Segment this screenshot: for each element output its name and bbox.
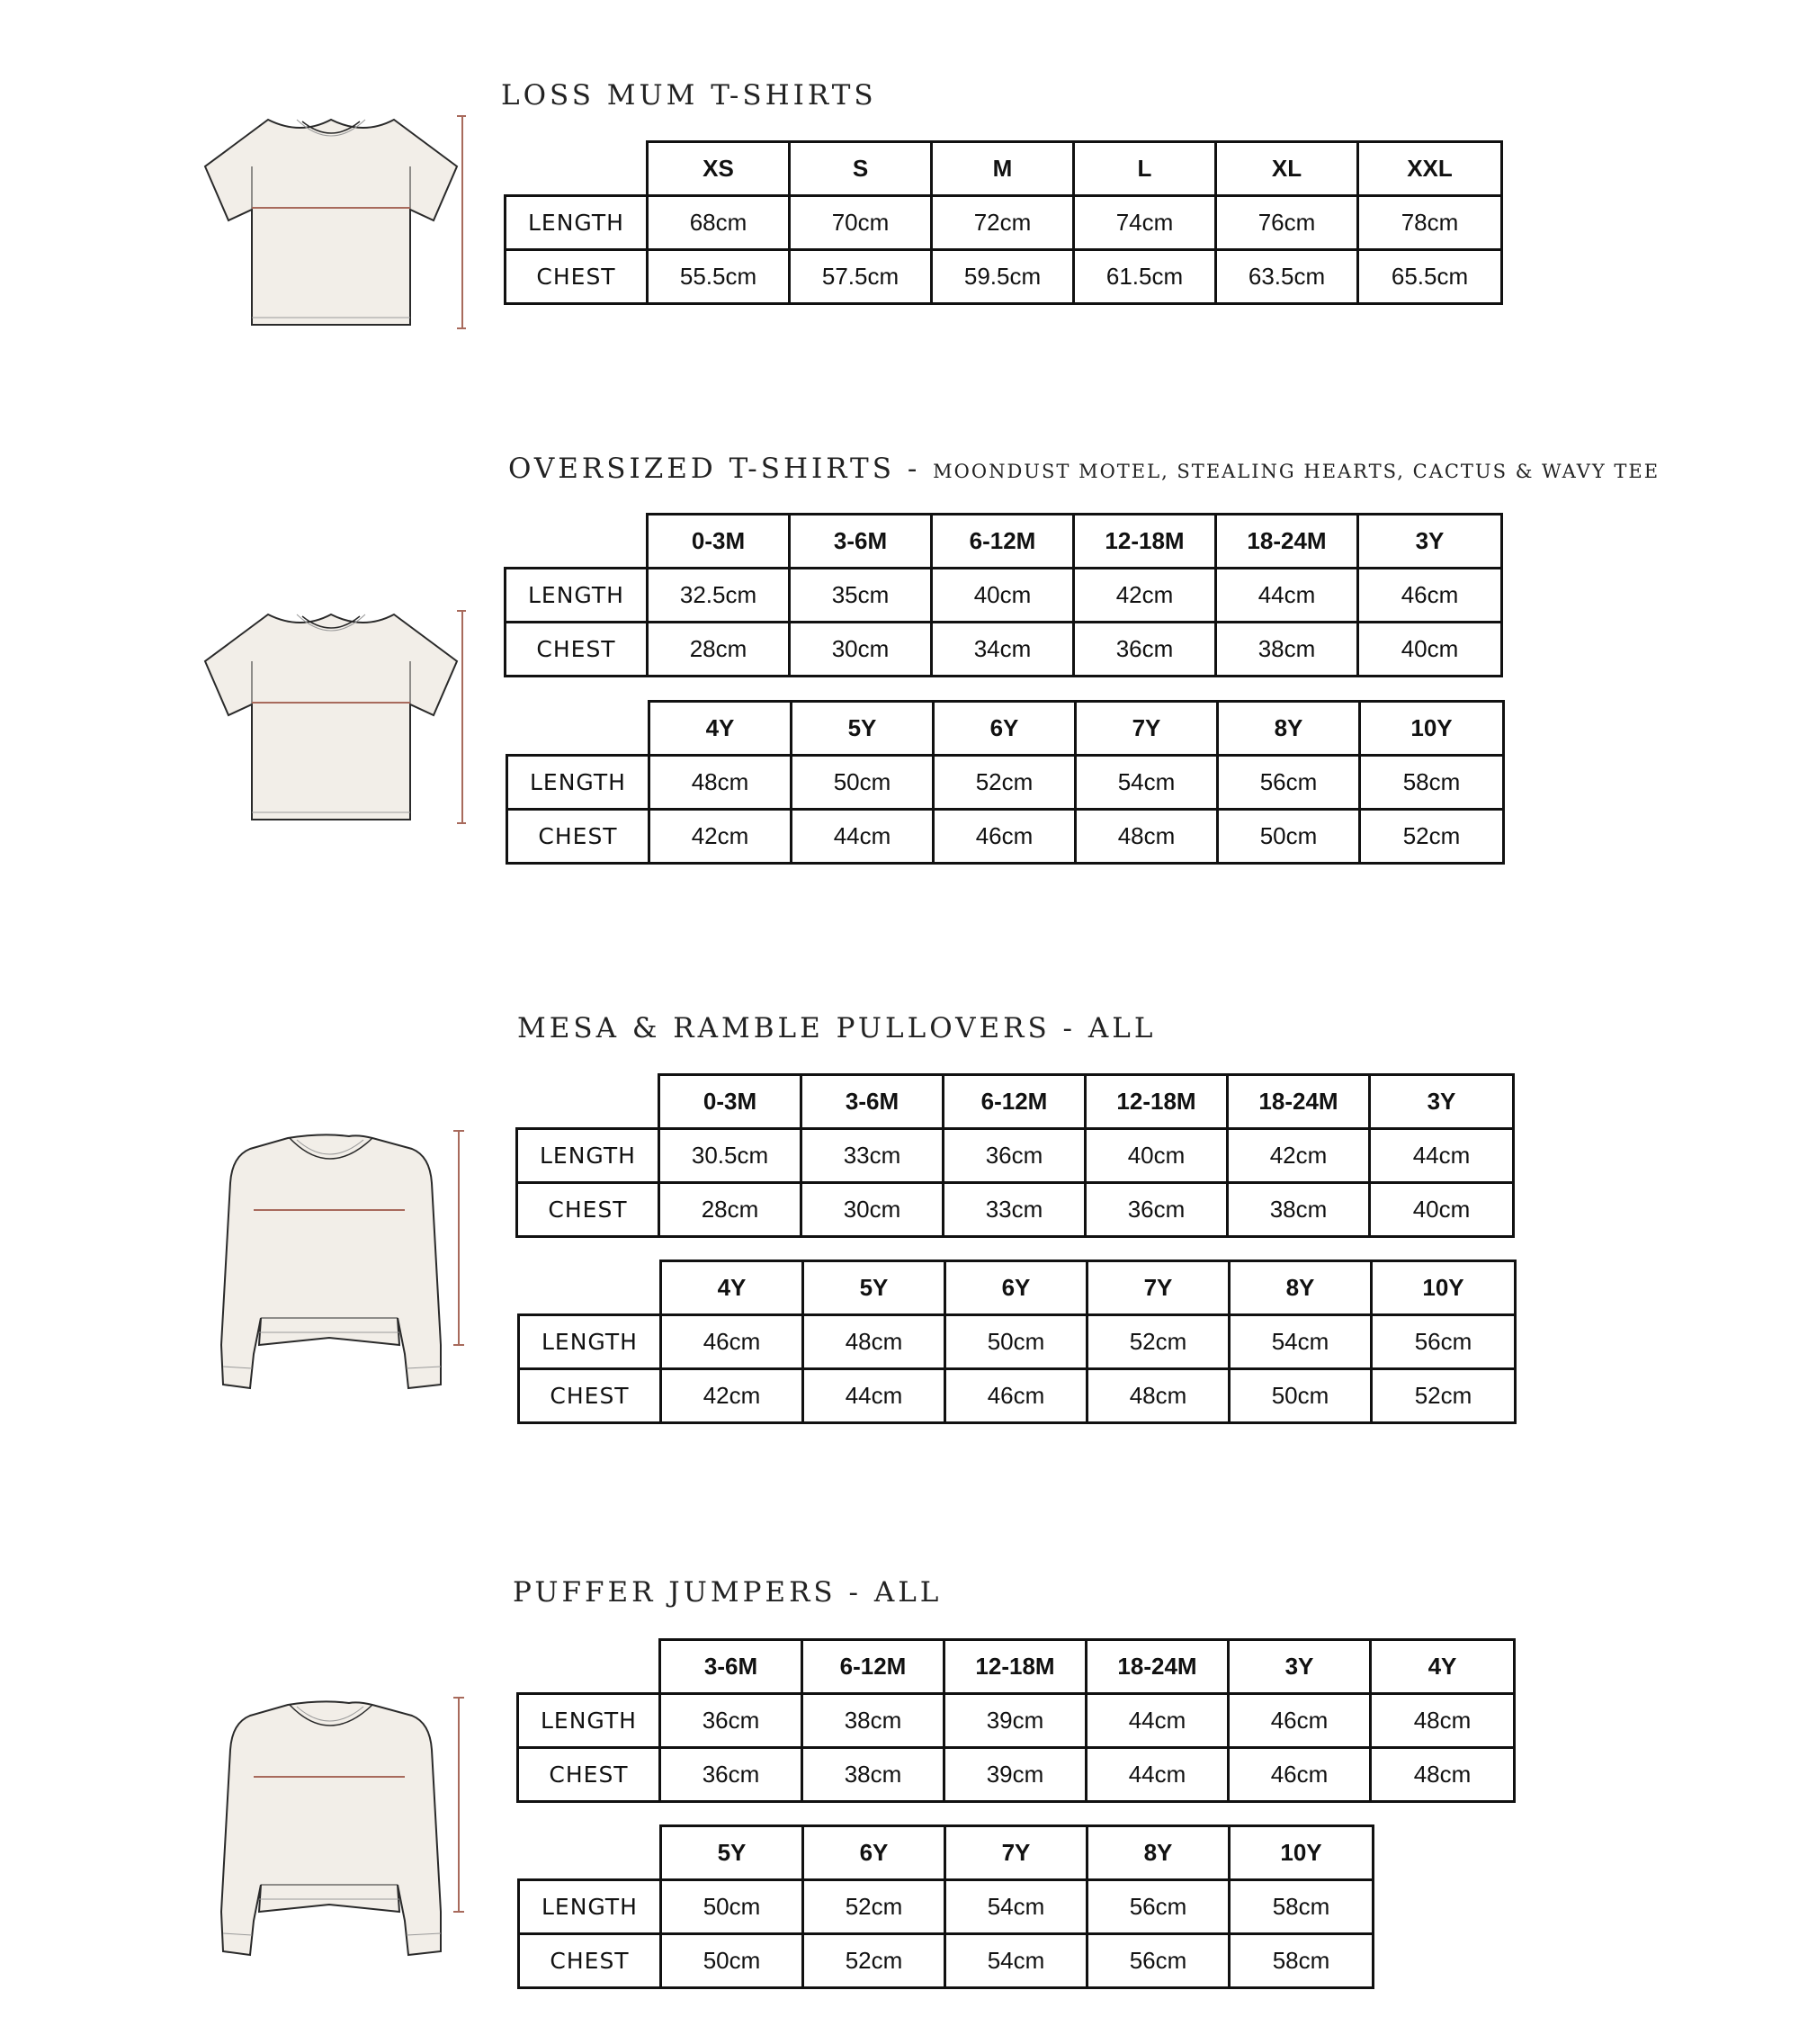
size-header: 6-12M	[802, 1640, 944, 1694]
size-header: 5Y	[661, 1826, 803, 1880]
tshirt-icon	[196, 112, 466, 333]
table-cell: 28cm	[659, 1183, 801, 1237]
size-header: XL	[1216, 142, 1358, 196]
table-cell: 56cm	[1372, 1315, 1516, 1369]
size-header-row	[519, 1826, 1374, 1880]
table-row	[507, 810, 1504, 864]
table-cell: 48cm	[1371, 1694, 1515, 1748]
size-header: 5Y	[792, 702, 934, 756]
row-label: LENGTH	[519, 1880, 661, 1934]
table-cell: 42cm	[1228, 1129, 1370, 1183]
row-label: LENGTH	[517, 1129, 659, 1183]
table-row	[519, 1369, 1516, 1423]
size-header: XXL	[1358, 142, 1502, 196]
size-header: S	[790, 142, 932, 196]
table-cell: 58cm	[1360, 756, 1504, 810]
section-title-text: OVERSIZED T-SHIRTS -	[508, 453, 921, 485]
table-row	[506, 623, 1502, 677]
size-header: 6Y	[934, 702, 1076, 756]
blank-cell	[518, 1640, 660, 1694]
section-title-mesa-ramble	[517, 1012, 1156, 1044]
table-cell: 50cm	[1230, 1369, 1372, 1423]
table-cell: 52cm	[1372, 1369, 1516, 1423]
table-cell: 30cm	[790, 623, 932, 677]
size-header: 6Y	[803, 1826, 945, 1880]
table-cell: 40cm	[1086, 1129, 1228, 1183]
size-header: 4Y	[661, 1261, 803, 1315]
size-header: 8Y	[1087, 1826, 1230, 1880]
section-title-loss-mum	[501, 79, 877, 112]
table-cell: 50cm	[1218, 810, 1360, 864]
row-label: CHEST	[519, 1369, 661, 1423]
table-cell: 33cm	[801, 1129, 944, 1183]
table-row	[506, 250, 1502, 304]
table-cell: 28cm	[648, 623, 790, 677]
table-cell: 40cm	[932, 569, 1074, 623]
size-header: 4Y	[649, 702, 792, 756]
size-table-oversized-1	[504, 513, 1503, 677]
row-label: CHEST	[507, 810, 649, 864]
section-title-puffer	[513, 1576, 942, 1609]
table-cell: 50cm	[792, 756, 934, 810]
table-cell: 54cm	[1230, 1315, 1372, 1369]
table-cell: 50cm	[945, 1315, 1087, 1369]
table-cell: 30.5cm	[659, 1129, 801, 1183]
table-row	[518, 1748, 1515, 1802]
table-cell: 42cm	[1074, 569, 1216, 623]
table-cell: 36cm	[660, 1694, 802, 1748]
table-cell: 33cm	[944, 1183, 1086, 1237]
size-header: 5Y	[803, 1261, 945, 1315]
row-label: LENGTH	[518, 1694, 660, 1748]
table-cell: 39cm	[944, 1694, 1087, 1748]
table-row	[518, 1694, 1515, 1748]
table-cell: 34cm	[932, 623, 1074, 677]
table-cell: 46cm	[934, 810, 1076, 864]
table-cell: 44cm	[1216, 569, 1358, 623]
size-header: 7Y	[1076, 702, 1218, 756]
table-cell: 46cm	[945, 1369, 1087, 1423]
size-header: 4Y	[1371, 1640, 1515, 1694]
blank-cell	[519, 1261, 661, 1315]
table-cell: 56cm	[1087, 1880, 1230, 1934]
section-subtitle: MOONDUST MOTEL, STEALING HEARTS, CACTUS & WAVY TEE	[933, 461, 1660, 482]
size-header: 3Y	[1358, 515, 1502, 569]
section-title-text: MESA & RAMBLE PULLOVERS - ALL	[517, 1012, 1157, 1044]
sweater-icon	[214, 1696, 466, 1961]
size-header: 18-24M	[1087, 1640, 1229, 1694]
table-cell: 42cm	[661, 1369, 803, 1423]
size-header: L	[1074, 142, 1216, 196]
table-cell: 38cm	[1228, 1183, 1370, 1237]
table-cell: 52cm	[1087, 1315, 1230, 1369]
table-cell: 58cm	[1230, 1880, 1374, 1934]
size-header: XS	[648, 142, 790, 196]
table-cell: 52cm	[803, 1934, 945, 1988]
blank-cell	[507, 702, 649, 756]
table-cell: 44cm	[792, 810, 934, 864]
table-cell: 54cm	[945, 1934, 1087, 1988]
table-cell: 46cm	[1229, 1694, 1371, 1748]
table-cell: 36cm	[944, 1129, 1086, 1183]
table-row	[517, 1183, 1514, 1237]
size-header-row	[507, 702, 1504, 756]
size-header: 10Y	[1230, 1826, 1374, 1880]
size-table-mesa-2	[517, 1260, 1517, 1424]
size-header: 3Y	[1229, 1640, 1371, 1694]
table-cell: 38cm	[802, 1748, 944, 1802]
table-row	[519, 1315, 1516, 1369]
table-cell: 46cm	[661, 1315, 803, 1369]
size-table-loss-mum	[504, 140, 1503, 305]
table-cell: 68cm	[648, 196, 790, 250]
row-label: LENGTH	[506, 196, 648, 250]
table-cell: 32.5cm	[648, 569, 790, 623]
row-label: CHEST	[518, 1748, 660, 1802]
blank-cell	[506, 142, 648, 196]
size-header-row	[506, 142, 1502, 196]
table-cell: 72cm	[932, 196, 1074, 250]
tshirt-icon	[196, 607, 466, 828]
table-cell: 54cm	[945, 1880, 1087, 1934]
row-label: CHEST	[506, 623, 648, 677]
table-cell: 38cm	[1216, 623, 1358, 677]
size-header: M	[932, 142, 1074, 196]
row-label: CHEST	[506, 250, 648, 304]
table-cell: 39cm	[944, 1748, 1087, 1802]
table-cell: 40cm	[1370, 1183, 1514, 1237]
table-cell: 35cm	[790, 569, 932, 623]
table-cell: 50cm	[661, 1934, 803, 1988]
row-label: CHEST	[519, 1934, 661, 1988]
table-cell: 42cm	[649, 810, 792, 864]
table-cell: 48cm	[1076, 810, 1218, 864]
size-header: 12-18M	[944, 1640, 1087, 1694]
table-row	[519, 1880, 1374, 1934]
table-cell: 48cm	[1371, 1748, 1515, 1802]
size-header: 0-3M	[659, 1075, 801, 1129]
blank-cell	[517, 1075, 659, 1129]
size-table-puffer-2	[517, 1824, 1374, 1989]
table-cell: 44cm	[1087, 1748, 1229, 1802]
size-header-row	[517, 1075, 1514, 1129]
table-cell: 40cm	[1358, 623, 1502, 677]
size-header: 10Y	[1372, 1261, 1516, 1315]
blank-cell	[506, 515, 648, 569]
table-row	[506, 569, 1502, 623]
table-cell: 55.5cm	[648, 250, 790, 304]
table-cell: 65.5cm	[1358, 250, 1502, 304]
size-header: 7Y	[945, 1826, 1087, 1880]
table-cell: 48cm	[649, 756, 792, 810]
table-row	[517, 1129, 1514, 1183]
row-label: LENGTH	[519, 1315, 661, 1369]
row-label: LENGTH	[507, 756, 649, 810]
table-cell: 44cm	[803, 1369, 945, 1423]
sweater-icon	[214, 1129, 466, 1394]
table-cell: 50cm	[661, 1880, 803, 1934]
table-cell: 54cm	[1076, 756, 1218, 810]
section-title-oversized	[508, 453, 1660, 485]
table-cell: 36cm	[660, 1748, 802, 1802]
size-table-mesa-1	[515, 1073, 1515, 1238]
size-table-oversized-2	[506, 700, 1505, 865]
size-header: 10Y	[1360, 702, 1504, 756]
table-cell: 46cm	[1358, 569, 1502, 623]
table-cell: 52cm	[803, 1880, 945, 1934]
table-cell: 63.5cm	[1216, 250, 1358, 304]
table-cell: 48cm	[1087, 1369, 1230, 1423]
blank-cell	[519, 1826, 661, 1880]
table-cell: 44cm	[1087, 1694, 1229, 1748]
size-header-row	[519, 1261, 1516, 1315]
table-cell: 52cm	[934, 756, 1076, 810]
size-header: 3Y	[1370, 1075, 1514, 1129]
table-cell: 78cm	[1358, 196, 1502, 250]
table-cell: 48cm	[803, 1315, 945, 1369]
size-header: 3-6M	[660, 1640, 802, 1694]
table-cell: 44cm	[1370, 1129, 1514, 1183]
table-cell: 76cm	[1216, 196, 1358, 250]
size-table-puffer-1	[516, 1638, 1516, 1803]
size-header: 12-18M	[1074, 515, 1216, 569]
size-header: 6Y	[945, 1261, 1087, 1315]
table-cell: 56cm	[1087, 1934, 1230, 1988]
size-header: 7Y	[1087, 1261, 1230, 1315]
table-cell: 52cm	[1360, 810, 1504, 864]
size-header: 8Y	[1218, 702, 1360, 756]
table-row	[506, 196, 1502, 250]
table-cell: 57.5cm	[790, 250, 932, 304]
table-cell: 74cm	[1074, 196, 1216, 250]
table-cell: 70cm	[790, 196, 932, 250]
table-cell: 36cm	[1086, 1183, 1228, 1237]
table-cell: 58cm	[1230, 1934, 1374, 1988]
size-header: 3-6M	[790, 515, 932, 569]
size-header: 18-24M	[1228, 1075, 1370, 1129]
table-cell: 38cm	[802, 1694, 944, 1748]
size-header: 6-12M	[944, 1075, 1086, 1129]
size-header: 8Y	[1230, 1261, 1372, 1315]
table-row	[519, 1934, 1374, 1988]
size-header: 0-3M	[648, 515, 790, 569]
row-label: CHEST	[517, 1183, 659, 1237]
table-cell: 61.5cm	[1074, 250, 1216, 304]
size-header: 3-6M	[801, 1075, 944, 1129]
table-row	[507, 756, 1504, 810]
section-title-text: PUFFER JUMPERS - ALL	[513, 1576, 943, 1609]
section-title-text: LOSS MUM T-SHIRTS	[501, 79, 877, 112]
table-cell: 56cm	[1218, 756, 1360, 810]
size-header-row	[506, 515, 1502, 569]
size-header: 18-24M	[1216, 515, 1358, 569]
table-cell: 46cm	[1229, 1748, 1371, 1802]
size-header-row	[518, 1640, 1515, 1694]
table-cell: 59.5cm	[932, 250, 1074, 304]
table-cell: 30cm	[801, 1183, 944, 1237]
row-label: LENGTH	[506, 569, 648, 623]
size-header: 6-12M	[932, 515, 1074, 569]
table-cell: 36cm	[1074, 623, 1216, 677]
size-header: 12-18M	[1086, 1075, 1228, 1129]
